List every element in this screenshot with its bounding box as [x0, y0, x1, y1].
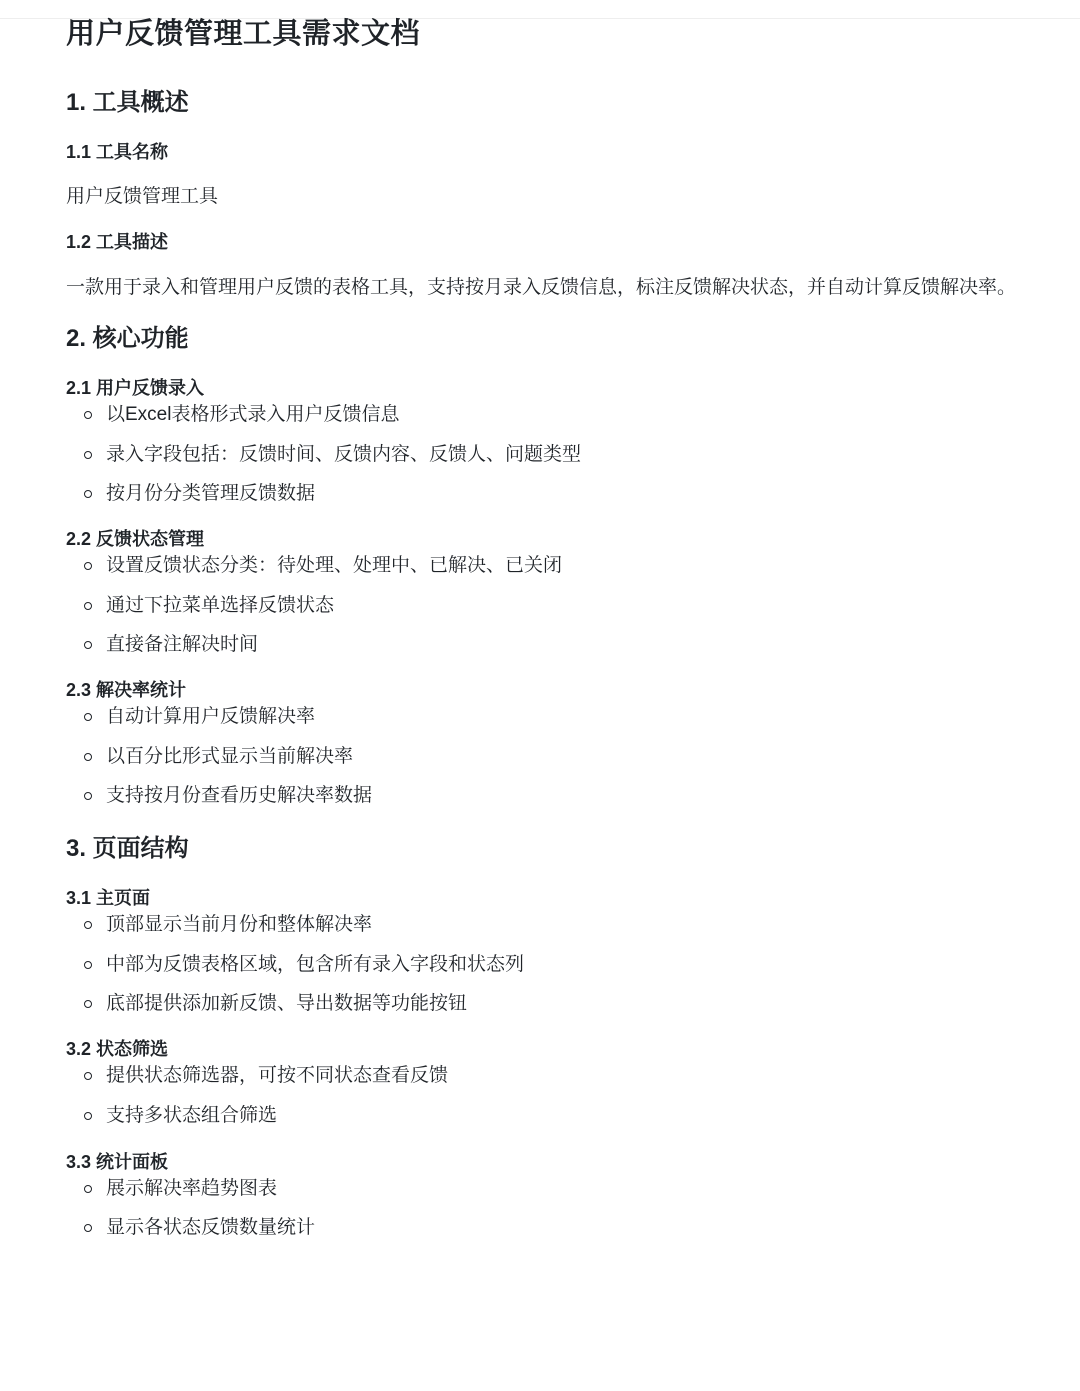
list-item: 提供状态筛选器，可按不同状态查看反馈	[66, 1062, 1066, 1090]
list-item: 按月份分类管理反馈数据	[66, 480, 1066, 508]
bullet-circle-icon	[84, 921, 92, 929]
subsection-heading-tool-name: 1.1 工具名称	[66, 142, 169, 162]
subsection-heading-main-page: 3.1 主页面	[66, 888, 151, 908]
list-item: 支持多状态组合筛选	[66, 1102, 1066, 1130]
list-item: 设置反馈状态分类：待处理、处理中、已解决、已关闭	[66, 552, 1066, 580]
bullet-circle-icon	[84, 411, 92, 419]
main-page-list	[66, 911, 1066, 1018]
subsection-heading-status-filter: 3.2 状态筛选	[66, 1039, 169, 1059]
list-item: 以Excel表格形式录入用户反馈信息	[66, 401, 1066, 429]
bullet-circle-icon	[84, 1224, 92, 1232]
list-item: 录入字段包括：反馈时间、反馈内容、反馈人、问题类型	[66, 441, 1066, 469]
bullet-circle-icon	[84, 792, 92, 800]
section-heading-page-structure: 3. 页面结构	[66, 835, 189, 862]
tool-name-text: 用户反馈管理工具	[66, 186, 219, 207]
subsection-heading-status-management: 2.2 反馈状态管理	[66, 529, 205, 549]
bullet-circle-icon	[84, 961, 92, 969]
bullet-circle-icon	[84, 1000, 92, 1008]
subsection-heading-feedback-entry: 2.1 用户反馈录入	[66, 378, 205, 398]
list-item: 顶部显示当前月份和整体解决率	[66, 911, 1066, 939]
list-item: 直接备注解决时间	[66, 631, 1066, 659]
list-item: 显示各状态反馈数量统计	[66, 1214, 1066, 1242]
bullet-circle-icon	[84, 490, 92, 498]
section-heading-core-features: 2. 核心功能	[66, 325, 189, 352]
list-item: 中部为反馈表格区域，包含所有录入字段和状态列	[66, 951, 1066, 979]
bullet-circle-icon	[84, 1112, 92, 1120]
stats-panel-list	[66, 1175, 1066, 1243]
bullet-circle-icon	[84, 602, 92, 610]
section-heading-overview: 1. 工具概述	[66, 89, 189, 116]
list-item: 支持按月份查看历史解决率数据	[66, 782, 1066, 810]
document-title: 用户反馈管理工具需求文档	[66, 18, 421, 50]
resolution-rate-list	[66, 703, 1066, 810]
subsection-heading-tool-description: 1.2 工具描述	[66, 232, 169, 252]
feedback-entry-list	[66, 401, 1066, 508]
list-item: 底部提供添加新反馈、导出数据等功能按钮	[66, 990, 1066, 1018]
bullet-circle-icon	[84, 641, 92, 649]
list-item: 自动计算用户反馈解决率	[66, 703, 1066, 731]
document-body	[66, 0, 1066, 1242]
bullet-circle-icon	[84, 1185, 92, 1193]
status-management-list	[66, 552, 1066, 659]
bullet-circle-icon	[84, 562, 92, 570]
tool-description-text: 一款用于录入和管理用户反馈的表格工具，支持按月录入反馈信息，标注反馈解决状态，并自动计算反馈解决率。	[66, 277, 1017, 298]
status-filter-list	[66, 1062, 1066, 1130]
bullet-circle-icon	[84, 753, 92, 761]
list-item: 通过下拉菜单选择反馈状态	[66, 592, 1066, 620]
bullet-circle-icon	[84, 451, 92, 459]
bullet-circle-icon	[84, 713, 92, 721]
subsection-heading-stats-panel: 3.3 统计面板	[66, 1151, 169, 1172]
bullet-circle-icon	[84, 1072, 92, 1080]
subsection-heading-resolution-rate: 2.3 解决率统计	[66, 680, 187, 700]
list-item: 展示解决率趋势图表	[66, 1175, 1066, 1203]
list-item: 以百分比形式显示当前解决率	[66, 743, 1066, 771]
